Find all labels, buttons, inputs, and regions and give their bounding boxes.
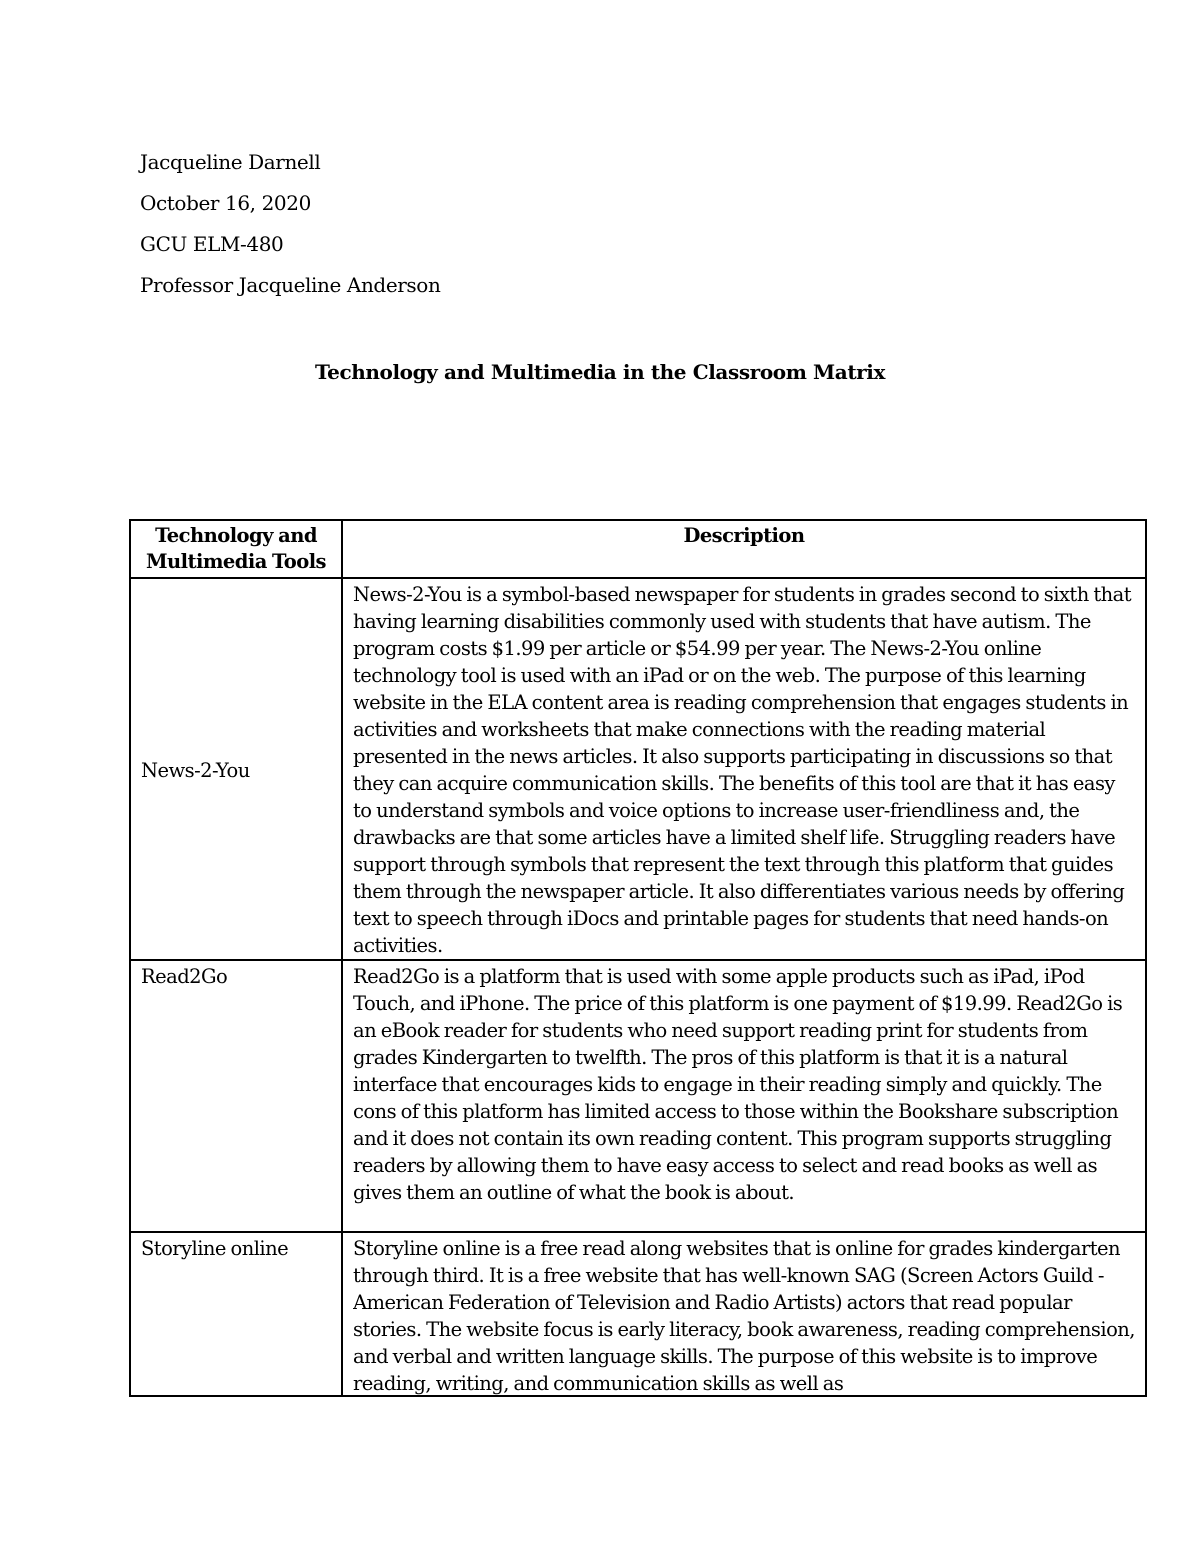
description-cell: Read2Go is a platform that is used with some apple products such as iPad, iPod Touch, and iPhone. The price of this platform is one payment of $19.99. Read2Go is an eBook reader for students who need support reading print for students from grades Kindergarten to twelfth. The pros of this platform is that it is a natural interface that encourages kids to engage in their reading simply and quickly. The cons of this platform has limited access to those within the Bookshare subscription and it does not contain its own reading content. This program supports struggling readers by allowing them to have easy access to select and read books as well as gives them an outline of what the book is about. xyxy=(342,960,1146,1232)
matrix-table xyxy=(129,519,1147,1397)
course-code: GCU ELM-480 xyxy=(140,232,284,256)
tool-name-cell: News-2-You xyxy=(130,578,342,960)
description-text: Storyline online is a free read along websites that is online for grades kindergarten through third. It is a free website that has well-known SAG (Screen Actors Guild - American Federation of Television and Radio Artists) actors that read popular stories. The website focus is early literacy, book awareness, reading comprehension, and verbal and written language skills. The purpose of this website is to improve reading, writing, and communication skills as well as xyxy=(353,1237,1135,1395)
table-header-row xyxy=(130,520,1146,578)
description-cell xyxy=(342,1232,1146,1396)
tool-name-cell: Storyline online xyxy=(130,1232,342,1396)
description-cell: News-2-You is a symbol-based newspaper for students in grades second to sixth that having learning disabilities commonly used with students that have autism. The program costs $1.99 per article or $54.99 per year. The News-2-You online technology tool is used with an iPad or on the web. The purpose of this learning website in the ELA content area is reading comprehension that engages students in activities and worksheets that make connections with the reading material presented in the news articles. It also supports participating in discussions so that they can acquire communication skills. The benefits of this tool are that it has easy to understand symbols and voice options to increase user-friendliness and, the drawbacks are that some articles have a limited shelf life. Struggling readers have support through symbols that represent the text through this platform that guides them through the newspaper article. It also differentiates various needs by offering text to speech through iDocs and printable pages for students that need hands-on activities. xyxy=(342,578,1146,960)
document-title: Technology and Multimedia in the Classroom Matrix xyxy=(314,360,886,384)
professor-name: Professor Jacqueline Anderson xyxy=(140,273,441,297)
table-row xyxy=(130,1232,1146,1396)
document-date: October 16, 2020 xyxy=(140,191,311,215)
column-header-description: Description xyxy=(342,520,1146,578)
author-name: Jacqueline Darnell xyxy=(140,150,321,174)
tool-name-cell: Read2Go xyxy=(130,960,342,1232)
table-row xyxy=(130,578,1146,960)
document-header xyxy=(140,142,440,306)
column-header-tools: Technology and Multimedia Tools xyxy=(130,520,342,578)
table-row xyxy=(130,960,1146,1232)
